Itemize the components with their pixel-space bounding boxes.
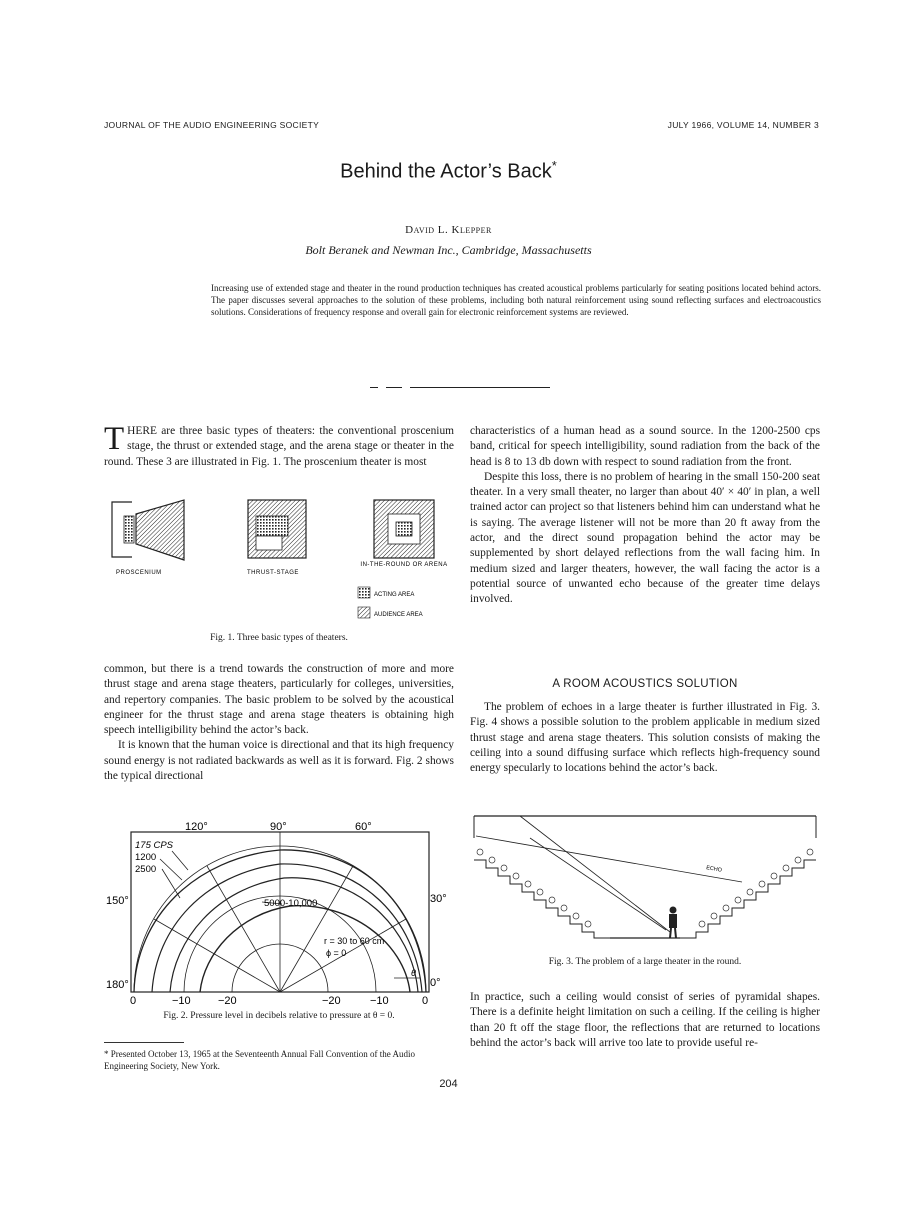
phi-label: ϕ = 0 bbox=[326, 948, 347, 958]
legend-audience-swatch bbox=[358, 607, 370, 618]
angle-180: 180° bbox=[106, 979, 129, 991]
xtick-minus20-left: −20 bbox=[218, 995, 237, 1007]
author: David L. Klepper bbox=[405, 224, 492, 236]
right-p1-cont: characteristics of a human head as a sound source. In the 1200-2500 cps band, critical for speech intelligibility, sound radiation from the back of the head is 8 to 13 db down with respect to sound radiation from the front. bbox=[470, 425, 820, 468]
left-p1-cont: common, but there is a trend towards the construction of more and more thrust stage and arena stage theaters, particularly for colleges, universities, and repertory companies. The basic problem to be solved by the acoustical engineer for the thrust stage and arena stage theaters is obtaining high speech intelligibility behind the actor’s back. bbox=[104, 663, 454, 737]
echo-label: ECHO bbox=[705, 865, 723, 874]
band-175: 175 CPS bbox=[135, 840, 174, 851]
fig2-caption: Fig. 2. Pressure level in decibels relative to pressure at θ = 0. bbox=[163, 1011, 395, 1021]
fig3-large-theater bbox=[470, 812, 820, 952]
arena-diagram bbox=[374, 500, 434, 558]
page-number: 204 bbox=[439, 1078, 458, 1090]
band-2500: 2500 bbox=[135, 864, 157, 875]
xtick-0-left: 0 bbox=[130, 995, 137, 1007]
theta-label: θ bbox=[411, 968, 416, 978]
audience-heads bbox=[477, 849, 813, 927]
affiliation: Bolt Beranek and Newman Inc., Cambridge, Massachusetts bbox=[305, 243, 592, 257]
left-intro bbox=[104, 421, 454, 470]
right-p3: The problem of echoes in a large theater is further illustrated in Fig. 3. Fig. 4 shows a possible solution to the problem applicable in medium sized thrust stage and arena stage theaters. This solution consists of making the ceiling into a sound diffusing surface which reflects high-frequency sound energy specularly to locations behind the actor’s back. bbox=[470, 701, 820, 775]
separator-dash-1 bbox=[370, 387, 378, 388]
angle-0: 0° bbox=[430, 977, 441, 989]
r-label: r = 30 to 60 cm bbox=[324, 936, 385, 946]
legend-audience-label: AUDIENCE AREA bbox=[374, 612, 423, 618]
separator-dash-2 bbox=[386, 387, 402, 388]
band-1200: 1200 bbox=[135, 852, 157, 863]
footnote: * Presented October 13, 1965 at the Seventeenth Annual Fall Convention of the Audio Engineering Society, New York. bbox=[104, 1049, 415, 1071]
separator-rule bbox=[410, 387, 550, 388]
right-p4: In practice, such a ceiling would consist of series of pyramidal shapes. There is a definite height limitation on such a ceiling. If the ceiling is higher than 20 ft off the stage floor, the reflections that are returned to locations behind the actor’s back will arrive too late to provide useful re- bbox=[470, 991, 820, 1049]
abstract: Increasing use of extended stage and theater in the round production techniques has created acoustical problems particularly for seating positions located behind actors. The paper discusses several approaches to the solution of these problems, including both natural reinforcement using sound reflecting surfaces and electroacoustics solutions. Considerations of frequency response and overall gain for electronic reinforcement systems are reviewed. bbox=[211, 283, 821, 317]
angle-120: 120° bbox=[185, 821, 208, 833]
angle-90: 90° bbox=[270, 821, 287, 833]
right-body-top bbox=[470, 424, 820, 608]
xtick-minus10-right: −10 bbox=[370, 995, 389, 1007]
fig1-theater-types bbox=[104, 492, 454, 632]
band-5000-10000: 5000-10,000 bbox=[264, 898, 318, 909]
fig1-label-proscenium: PROSCENIUM bbox=[116, 570, 162, 576]
right-body-bottom bbox=[470, 990, 820, 1051]
title-footnote-mark: * bbox=[551, 158, 557, 173]
fig1-label-arena: IN-THE-ROUND OR ARENA bbox=[360, 562, 448, 568]
right-body-mid bbox=[470, 700, 820, 776]
actor-figure bbox=[669, 907, 677, 939]
dropcap: T bbox=[104, 421, 125, 457]
footnote-rule bbox=[104, 1042, 184, 1043]
left-p2: It is known that the human voice is directional and that its high frequency sound energy is not radiated backwards as well as it is forward. Fig. 2 shows the typical directional bbox=[104, 739, 454, 783]
thrust-stage-diagram bbox=[248, 500, 306, 558]
fig2-polar-plot bbox=[104, 818, 447, 1007]
paper-title bbox=[0, 158, 897, 184]
right-p2: Despite this loss, there is no problem of hearing in the small 150-200 seat theater. In a very small theater, no larger than about 40′ × 40′ in plan, a well trained actor can project so that listeners behind him can understand what he is saying. The average listener will not be more than 20 ft away from the actor, and the direct sound propagation behind the actor may be supplemented by short delayed reflections from the wall facing him. In medium sized and larger theaters, however, the wall facing the actor is a potential source of unwanted echo because of the greater time delays involved. bbox=[470, 470, 820, 606]
fig1-label-thrust: THRUST-STAGE bbox=[247, 570, 299, 576]
proscenium-diagram bbox=[112, 500, 184, 560]
left-body bbox=[104, 662, 454, 784]
angle-30: 30° bbox=[430, 893, 447, 905]
legend-acting-swatch bbox=[358, 587, 370, 598]
section-heading: A ROOM ACOUSTICS SOLUTION bbox=[552, 678, 738, 690]
legend-acting-label: ACTING AREA bbox=[374, 592, 415, 598]
xtick-minus10-left: −10 bbox=[172, 995, 191, 1007]
angle-60: 60° bbox=[355, 821, 372, 833]
journal-name: JOURNAL OF THE AUDIO ENGINEERING SOCIETY bbox=[104, 120, 320, 130]
angle-150: 150° bbox=[106, 895, 129, 907]
fig1-caption: Fig. 1. Three basic types of theaters. bbox=[210, 633, 348, 643]
paper-title-text: Behind the Actor’s Back bbox=[340, 160, 552, 183]
xtick-minus20-right: −20 bbox=[322, 995, 341, 1007]
fig3-caption: Fig. 3. The problem of a large theater in the round. bbox=[548, 957, 742, 967]
xtick-0-right: 0 bbox=[422, 995, 429, 1007]
issue-info: JULY 1966, VOLUME 14, NUMBER 3 bbox=[667, 120, 819, 130]
intro-text: HERE are three basic types of theaters: the conventional proscenium stage, the thrust or extended stage, and the arena stage or theater in the round. These 3 are illustrated in Fig. 1. The proscenium theater is most bbox=[104, 425, 454, 468]
